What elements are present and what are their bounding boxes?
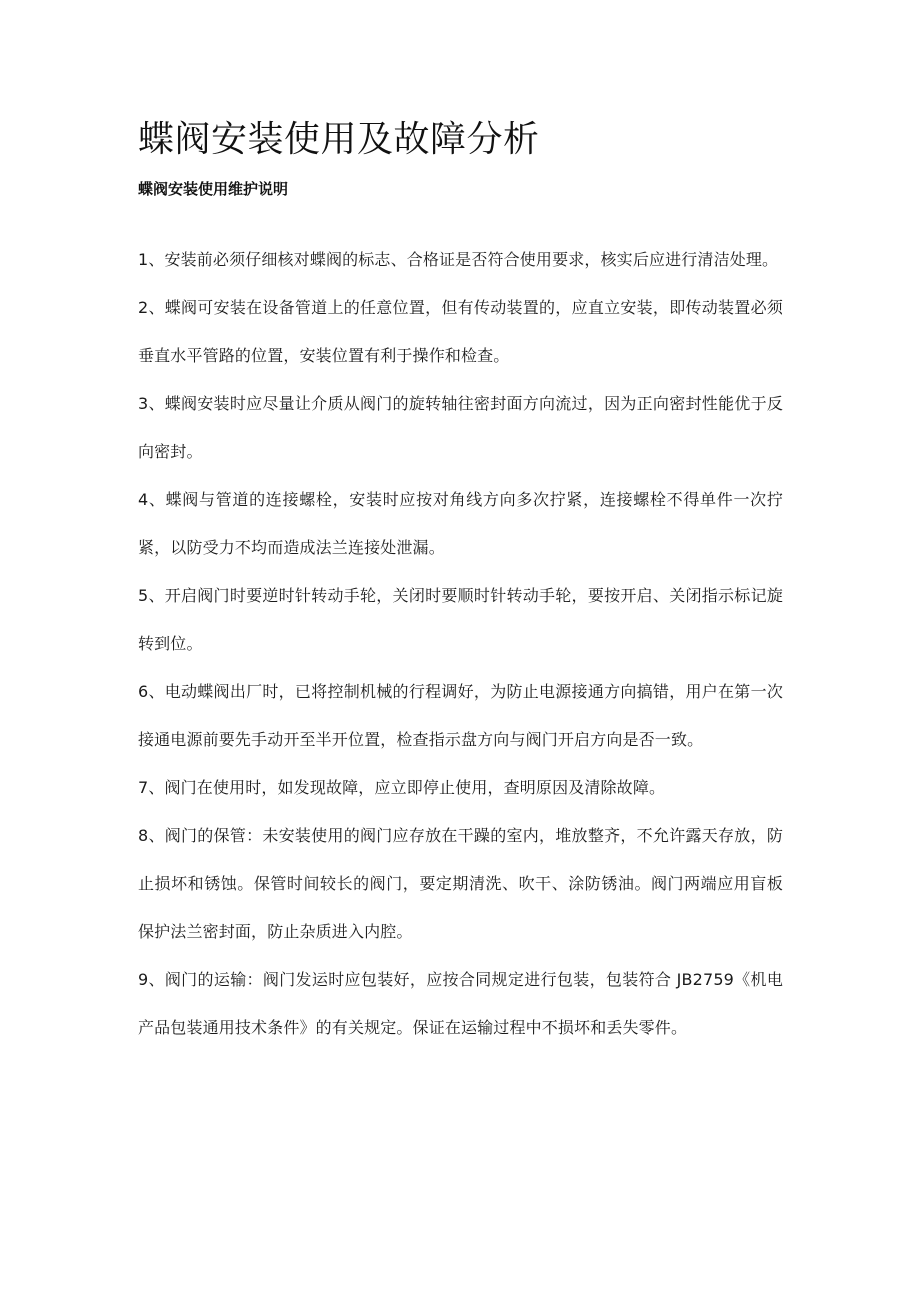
paragraph-6: 6、电动蝶阀出厂时，已将控制机械的行程调好，为防止电源接通方向搞错，用户在第一次接通电源前要先手动开至半开位置，检查指示盘方向与阀门开启方向是否一致。 xyxy=(138,682,783,749)
paragraph-4: 4、蝶阀与管道的连接螺栓，安装时应按对角线方向多次拧紧，连接螺栓不得单件一次拧紧，以防受力不均而造成法兰连接处泄漏。 xyxy=(138,490,783,557)
paragraph-5: 5、开启阀门时要逆时针转动手轮，关闭时要顺时针转动手轮，要按开启、关闭指示标记旋转到位。 xyxy=(138,586,783,653)
document-title: 蝶阀安装使用及故障分析 xyxy=(138,119,540,160)
paragraph-3: 3、蝶阀安装时应尽量让介质从阀门的旋转轴往密封面方向流过，因为正向密封性能优于反向密封。 xyxy=(138,394,783,461)
paragraph-1: 1、安装前必须仔细核对蝶阀的标志、合格证是否符合使用要求，核实后应进行清洁处理。 xyxy=(138,250,779,269)
paragraph-7: 7、阀门在使用时，如发现故障，应立即停止使用，查明原因及清除故障。 xyxy=(138,778,666,797)
paragraph-9: 9、阀门的运输：阀门发运时应包装好，应按合同规定进行包装，包装符合 JB2759《机电产品包装通用技术条件》的有关规定。保证在运输过程中不损坏和丢失零件。 xyxy=(138,970,783,1037)
paragraph-2: 2、蝶阀可安装在设备管道上的任意位置，但有传动装置的，应直立安装，即传动装置必须垂直水平管路的位置，安装位置有利于操作和检查。 xyxy=(138,298,783,365)
paragraph-8: 8、阀门的保管：未安装使用的阀门应存放在干躁的室内，堆放整齐，不允许露天存放，防止损坏和锈蚀。保管时间较长的阀门，要定期清洗、吹干、涂防锈油。阀门两端应用盲板保护法兰密封面，防止杂质进入内腔。 xyxy=(138,826,783,941)
paragraph-list xyxy=(138,236,783,1052)
document-subtitle: 蝶阀安装使用维护说明 xyxy=(138,180,289,198)
